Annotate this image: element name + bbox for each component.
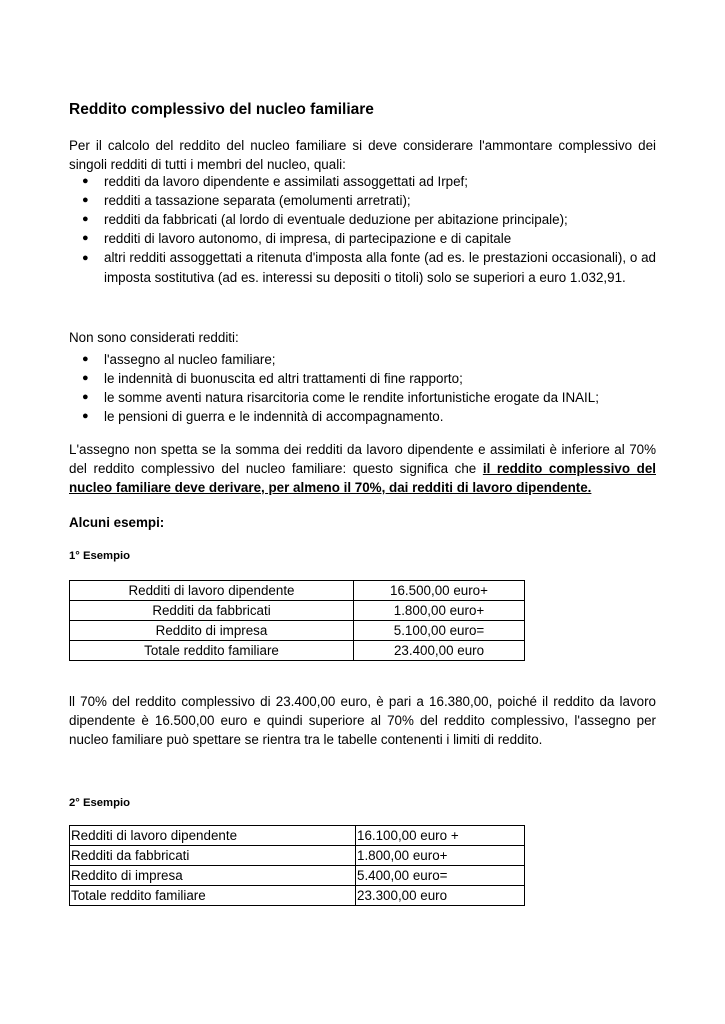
not-considered-heading: Non sono considerati redditi: bbox=[69, 330, 239, 345]
rule-paragraph bbox=[69, 440, 656, 497]
table-row bbox=[70, 846, 525, 866]
list-item: ● le indennità di buonuscita ed altri trattamenti di fine rapporto; bbox=[82, 371, 463, 386]
table-cell-value: 16.100,00 euro + bbox=[356, 826, 525, 846]
bullet-icon: ● bbox=[82, 194, 89, 206]
table-cell-label: Totale reddito familiare bbox=[70, 886, 356, 906]
table-row bbox=[70, 886, 525, 906]
excluded-incomes-list bbox=[69, 350, 656, 426]
table-cell-label: Redditi da fabbricati bbox=[70, 601, 354, 621]
table-row bbox=[70, 826, 525, 846]
bullet-icon: ● bbox=[82, 252, 89, 264]
list-item: ● l'assegno al nucleo familiare; bbox=[82, 352, 276, 367]
list-item: ● le somme aventi natura risarcitoria come le rendite infortunistiche erogate da INAIL; bbox=[82, 390, 599, 405]
bullet-icon: ● bbox=[82, 372, 89, 384]
bullet-icon: ● bbox=[82, 175, 89, 187]
list-item: ● le pensioni di guerra e le indennità di accompagnamento. bbox=[82, 409, 444, 424]
bullet-icon: ● bbox=[82, 232, 89, 244]
example1-label: 1° Esempio bbox=[69, 550, 131, 562]
table-cell-label: Reddito di impresa bbox=[70, 866, 356, 886]
table-cell-value: 23.400,00 euro bbox=[354, 641, 525, 661]
rule-emphasis: il reddito complessivo del nucleo familiare deve derivare, per almeno il 70%, dai redditi di lavoro dipendente. bbox=[69, 461, 656, 495]
table-cell-value: 5.400,00 euro= bbox=[356, 866, 525, 886]
bullet-icon: ● bbox=[82, 353, 89, 365]
examples-heading: Alcuni esempi: bbox=[69, 515, 165, 530]
list-item: ● redditi da fabbricati (al lordo di eventuale deduzione per abitazione principale); bbox=[82, 212, 568, 227]
bullet-icon: ● bbox=[82, 213, 89, 225]
table-cell-value: 16.500,00 euro+ bbox=[354, 581, 525, 601]
table-row bbox=[70, 866, 525, 886]
table-row bbox=[70, 581, 525, 601]
bullet-icon: ● bbox=[82, 410, 89, 422]
table-cell-value: 1.800,00 euro+ bbox=[354, 601, 525, 621]
list-item: ● altri redditi assoggettati a ritenuta d'imposta alla fonte (ad es. le prestazioni occasionali), o ad imposta sostitutiva (ad es. interessi su depositi o titoli) solo se superiori a euro 1.032,91. bbox=[82, 250, 656, 285]
rule-text: L'assegno non spetta se la somma dei redditi da lavoro dipendente e assimilati è inferiore al 70% del reddito complessivo del nucleo familiare: questo significa che bbox=[69, 442, 656, 476]
page-title: Reddito complessivo del nucleo familiare bbox=[69, 101, 374, 118]
intro-paragraph: Per il calcolo del reddito del nucleo familiare si deve considerare l'ammontare complessivo dei singoli redditi di tutti i membri del nucleo, quali: bbox=[69, 138, 656, 172]
table-cell-value: 23.300,00 euro bbox=[356, 886, 525, 906]
table-cell-value: 1.800,00 euro+ bbox=[356, 846, 525, 866]
example1-table bbox=[69, 580, 525, 661]
bullet-icon: ● bbox=[82, 391, 89, 403]
list-item: ● redditi da lavoro dipendente e assimilati assoggettati ad Irpef; bbox=[82, 174, 468, 189]
example1-explanation: ll 70% del reddito complessivo di 23.400,00 euro, è pari a 16.380,00, poiché il reddito da lavoro dipendente è 16.500,00 euro e quindi superiore al 70% del reddito complessivo, l'assegno per nucleo familiare può spettare se rientra tra le tabelle contenenti i limiti di reddito. bbox=[69, 694, 656, 747]
example2-label: 2° Esempio bbox=[69, 797, 131, 809]
included-incomes-list bbox=[69, 172, 656, 288]
table-cell-label: Redditi di lavoro dipendente bbox=[70, 826, 356, 846]
table-cell-label: Redditi di lavoro dipendente bbox=[70, 581, 354, 601]
example2-table bbox=[69, 825, 525, 906]
table-row bbox=[70, 641, 525, 661]
list-item: ● redditi a tassazione separata (emolumenti arretrati); bbox=[82, 193, 411, 208]
list-item: ● redditi di lavoro autonomo, di impresa, di partecipazione e di capitale bbox=[82, 231, 512, 246]
table-cell-label: Totale reddito familiare bbox=[70, 641, 354, 661]
table-cell-label: Redditi da fabbricati bbox=[70, 846, 356, 866]
table-cell-value: 5.100,00 euro= bbox=[354, 621, 525, 641]
table-row bbox=[70, 601, 525, 621]
table-cell-label: Reddito di impresa bbox=[70, 621, 354, 641]
table-row bbox=[70, 621, 525, 641]
